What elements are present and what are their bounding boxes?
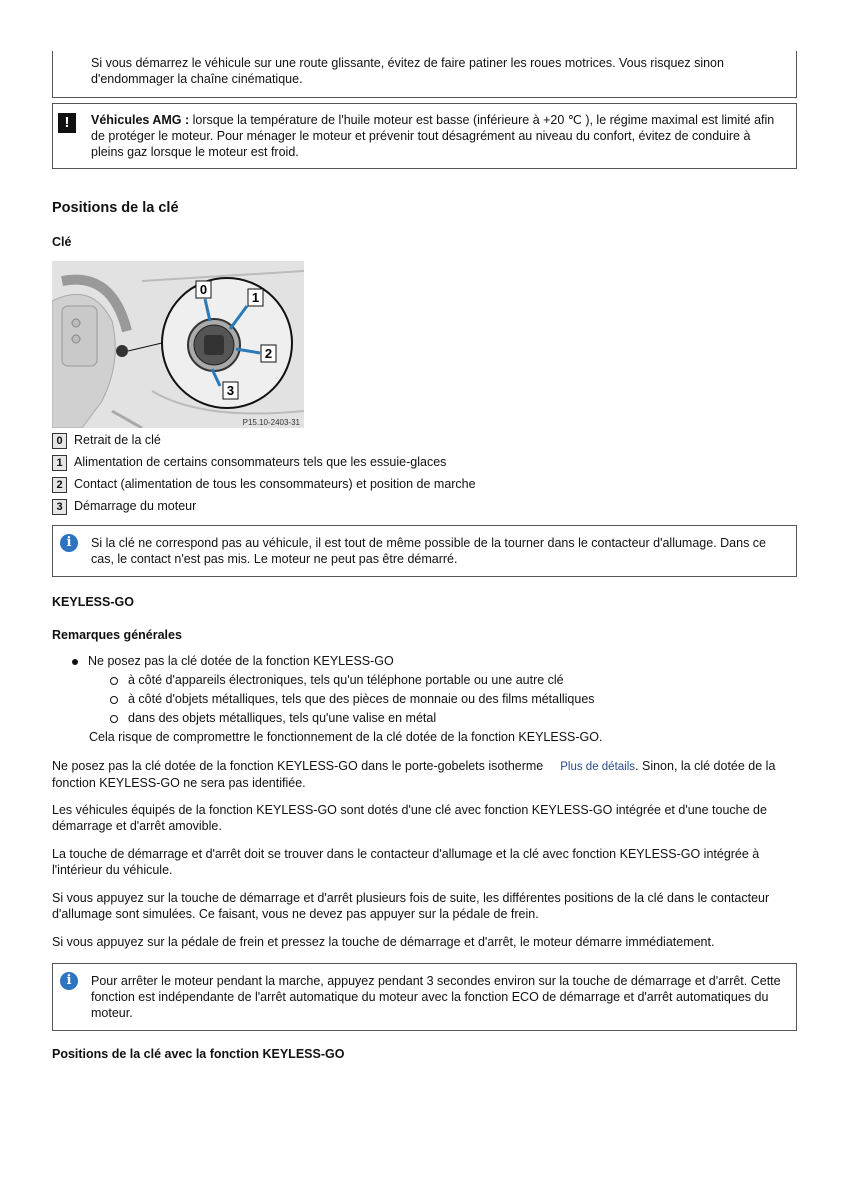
bullet-text: Ne posez pas la clé dotée de la fonction KEYLESS-GO bbox=[88, 654, 394, 668]
sub-bullet-text: à côté d'objets métalliques, tels que des pièces de monnaie ou des films métalliques bbox=[128, 692, 595, 706]
slippery-road-text: Si vous démarrez le véhicule sur une route glissante, évitez de faire patiner les roues motrices. Vous risquez sinon d'endommager la chaîne cinématique. bbox=[91, 56, 724, 86]
paragraph-text: . Sinon, la clé dotée de la bbox=[635, 759, 776, 773]
bullet-dot-icon bbox=[72, 659, 78, 665]
legend-text: Démarrage du moteur bbox=[74, 499, 197, 513]
figure-label-2: 2 bbox=[264, 346, 273, 361]
sub-bullet-text: dans des objets métalliques, tels qu'une valise en métal bbox=[128, 711, 437, 725]
warning-icon: ! bbox=[58, 113, 76, 133]
sub-bullet-item bbox=[110, 690, 595, 708]
legend-number: 3 bbox=[52, 499, 67, 515]
legend-item-1 bbox=[52, 453, 446, 471]
sub-bullet-circle-icon bbox=[110, 677, 118, 685]
info-text: Si la clé ne correspond pas au véhicule, il est tout de même possible de la tourner dans le contacteur d'allumage. Dans ce cas, le contact n'est pas mis. Le moteur ne peut pas être démarré. bbox=[91, 536, 766, 566]
ignition-key-figure bbox=[52, 261, 304, 428]
legend-item-0 bbox=[52, 431, 161, 449]
bullet-item bbox=[72, 652, 394, 670]
amg-warning-text: lorsque la température de l'huile moteur est basse (inférieure à +20 ℃ ), le régime maximal est limité afin de protéger le moteur. Pour ménager le moteur et prévenir tout désagrément au niveau du confort, évitez de conduire à pleins gaz lorsque le moteur est froid. bbox=[91, 113, 775, 159]
slippery-road-note bbox=[52, 51, 797, 98]
amg-bold-label: Véhicules AMG : bbox=[91, 113, 190, 127]
info-icon: i bbox=[60, 972, 78, 990]
amg-warning-box bbox=[52, 103, 797, 169]
figure-label-3: 3 bbox=[226, 383, 235, 398]
legend-item-2 bbox=[52, 475, 476, 493]
legend-text: Retrait de la clé bbox=[74, 433, 161, 447]
section-subtitle: Clé bbox=[52, 235, 72, 249]
legend-number: 1 bbox=[52, 455, 67, 471]
paragraph-equipped: Les véhicules équipés de la fonction KEYLESS-GO sont dotés d'une clé avec fonction KEYLESS-GO intégrée et d'une touche de démarrage et d'arrêt amovible. bbox=[52, 803, 767, 833]
legend-item-3 bbox=[52, 497, 196, 515]
paragraph-start-stop: La touche de démarrage et d'arrêt doit se trouver dans le contacteur d'allumage et la clé avec fonction KEYLESS-GO intégrée à l'intérieur du véhicule. bbox=[52, 847, 760, 877]
legend-number: 0 bbox=[52, 433, 67, 449]
sub-bullet-circle-icon bbox=[110, 715, 118, 723]
keyless-positions-title: Positions de la clé avec la fonction KEYLESS-GO bbox=[52, 1047, 345, 1061]
figure-code: P15.10-2403-31 bbox=[242, 418, 300, 427]
legend-text: Alimentation de certains consommateurs tels que les essuie-glaces bbox=[74, 455, 447, 469]
sub-bullet-text: à côté d'appareils électroniques, tels qu'un téléphone portable ou une autre clé bbox=[128, 673, 564, 687]
info-box-key-mismatch bbox=[52, 525, 797, 577]
remarks-title: Remarques générales bbox=[52, 628, 182, 642]
info-box-stop-engine bbox=[52, 963, 797, 1031]
legend-text: Contact (alimentation de tous les consommateurs) et position de marche bbox=[74, 477, 476, 491]
keyless-title: KEYLESS-GO bbox=[52, 595, 134, 609]
figure-label-1: 1 bbox=[251, 290, 260, 305]
info-text: Pour arrêter le moteur pendant la marche, appuyez pendant 3 secondes environ sur la touche de démarrage et d'arrêt. Cette fonction est indépendante de l'arrêt automatique du moteur avec la fonction ECO de démarrage et d'arrêt automatiques du moteur. bbox=[91, 974, 781, 1020]
paragraph-brake: Si vous appuyez sur la pédale de frein et pressez la touche de démarrage et d'arrêt, le moteur démarre immédiatement. bbox=[52, 935, 715, 949]
sub-bullet-item bbox=[110, 671, 564, 689]
more-details-link[interactable]: Plus de détails bbox=[560, 761, 636, 773]
paragraph-text: Ne posez pas la clé dotée de la fonction KEYLESS-GO dans le porte-gobelets isotherme bbox=[52, 759, 544, 773]
paragraph-text: fonction KEYLESS-GO ne sera pas identifiée. bbox=[52, 776, 306, 790]
bullet-continuation: Cela risque de compromettre le fonctionnement de la clé dotée de la fonction KEYLESS-GO. bbox=[89, 730, 603, 744]
paragraph-simulated: Si vous appuyez sur la touche de démarrage et d'arrêt plusieurs fois de suite, les différentes positions de la clé dans le contacteur d'allumage sont simulées. Ce faisant, vous ne devez pas appuyer sur la pédale de frein. bbox=[52, 891, 770, 921]
sub-bullet-item bbox=[110, 709, 436, 727]
paragraph-cupholder bbox=[52, 758, 797, 791]
section-title: Positions de la clé bbox=[52, 200, 179, 216]
legend-number: 2 bbox=[52, 477, 67, 493]
info-icon: i bbox=[60, 534, 78, 552]
figure-label-0: 0 bbox=[199, 282, 208, 297]
sub-bullet-circle-icon bbox=[110, 696, 118, 704]
ignition-illustration bbox=[52, 261, 304, 428]
